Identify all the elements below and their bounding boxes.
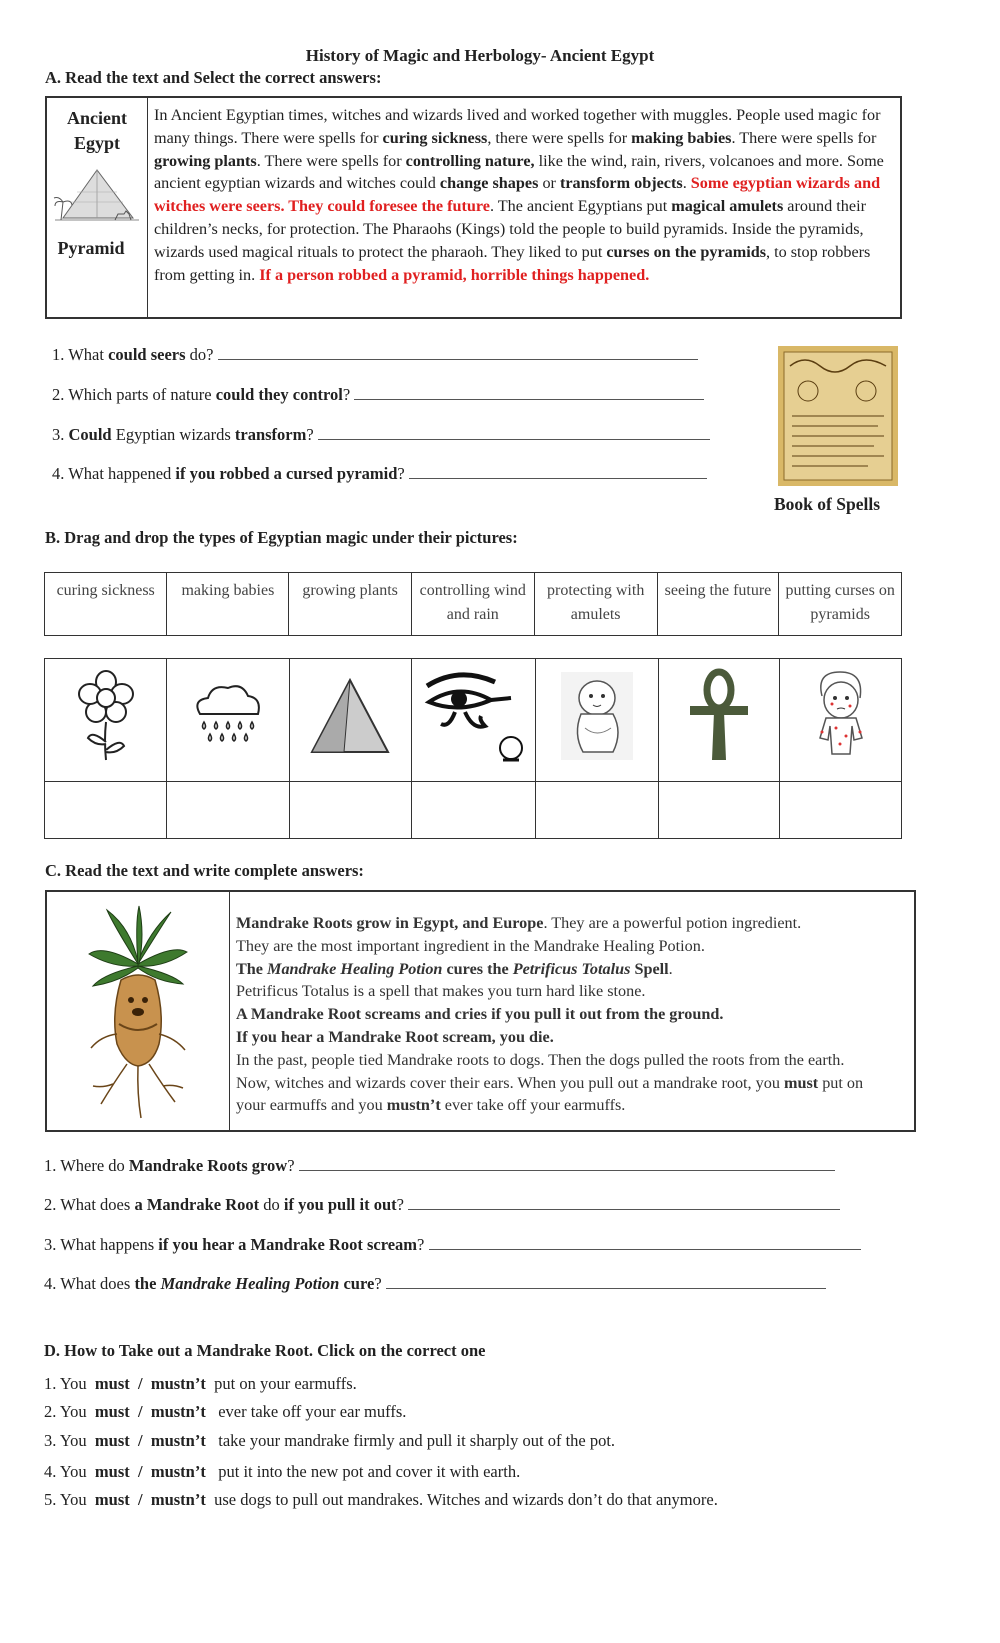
magic-pictures-table bbox=[44, 658, 902, 839]
question-c2: 2. What does a Mandrake Root do if you pull it out? bbox=[44, 1195, 840, 1215]
mustnt-option[interactable]: mustn’t bbox=[150, 1431, 206, 1450]
question-a1: 1. What could seers do? bbox=[52, 345, 698, 365]
drop-zone-3[interactable] bbox=[289, 782, 412, 839]
drag-label-seeing-future[interactable]: seeing the future bbox=[657, 573, 779, 636]
mustnt-option[interactable]: mustn’t bbox=[150, 1402, 206, 1421]
answer-field-c3[interactable] bbox=[429, 1235, 861, 1250]
picture-cell-2 bbox=[167, 659, 289, 782]
drag-label-making-babies[interactable]: making babies bbox=[167, 573, 289, 636]
flower-icon bbox=[66, 668, 146, 764]
drop-zone-2[interactable] bbox=[167, 782, 289, 839]
section-a-paragraph: In Ancient Egyptian times, witches and wizards lived and worked together with muggles. People used magic for many things. There were spells for curing sickness, there were spells for making babies. There were spells for growing plants. There were spells for controlling nature, like the wind, rain, rivers, volcanoes and more. Some ancient egyptian wizards and witches could change shapes or transform objects. Some egyptian wizards and witches were seers. They could foresee the future. The ancient Egyptians put magical amulets around their children’s necks, for protection. The Pharaohs (Kings) told the people to build pyramids. Inside the pyramids, wizards used magical rituals to protect the pharaoh. They liked to put curses on the pyramids, to stop robbers from getting in. If a person robbed a pyramid, horrible things happened. bbox=[154, 106, 884, 284]
mustnt-option[interactable]: mustn’t bbox=[150, 1374, 206, 1393]
drag-label-growing-plants[interactable]: growing plants bbox=[289, 573, 411, 636]
mustnt-option[interactable]: mustn’t bbox=[150, 1490, 206, 1509]
ankh-icon bbox=[684, 668, 754, 764]
book-of-spells-image bbox=[778, 346, 898, 486]
picture-cell-3 bbox=[289, 659, 412, 782]
answer-field-c1[interactable] bbox=[299, 1156, 835, 1171]
picture-cell-6 bbox=[658, 659, 780, 782]
mustnt-option[interactable]: mustn’t bbox=[150, 1462, 206, 1481]
drop-zone-7[interactable] bbox=[780, 782, 902, 839]
answer-field-c4[interactable] bbox=[386, 1274, 826, 1289]
choice-d4: 4. You must / mustn’t put it into the new pot and cover it with earth. bbox=[44, 1462, 521, 1481]
spellbook-page-icon bbox=[778, 346, 898, 486]
picture-cell-1 bbox=[45, 659, 167, 782]
side-label-egypt: Egypt bbox=[73, 133, 120, 153]
side-label-ancient: Ancient bbox=[67, 108, 127, 128]
question-a2: 2. Which parts of nature could they control? bbox=[52, 385, 704, 405]
must-option[interactable]: must bbox=[94, 1431, 130, 1450]
must-option[interactable]: must bbox=[94, 1374, 130, 1393]
drag-label-protecting-amulets[interactable]: protecting with amulets bbox=[534, 573, 657, 636]
must-option[interactable]: must bbox=[94, 1490, 130, 1509]
mandrake-root-icon bbox=[83, 904, 193, 1122]
page-title: History of Magic and Herbology- Ancient Egypt bbox=[305, 46, 655, 65]
answer-field-a1[interactable] bbox=[218, 345, 698, 360]
choice-d5: 5. You must / mustn’t use dogs to pull out mandrakes. Witches and wizards don’t do that anymore. bbox=[44, 1490, 718, 1509]
section-c-heading: C. Read the text and write complete answers: bbox=[45, 861, 364, 880]
picture-cell-5 bbox=[536, 659, 658, 782]
magic-labels-table bbox=[44, 572, 902, 636]
picture-cell-7 bbox=[780, 659, 902, 782]
pyramid-icon bbox=[308, 676, 392, 756]
drag-label-putting-curses[interactable]: putting curses on pyramids bbox=[779, 573, 902, 636]
book-caption: Book of Spells bbox=[774, 494, 880, 514]
choice-d3: 3. You must / mustn’t take your mandrake firmly and pull it sharply out of the pot. bbox=[44, 1431, 616, 1450]
pyramid-illustration-icon bbox=[53, 162, 141, 232]
drop-zone-6[interactable] bbox=[658, 782, 780, 839]
drop-zone-5[interactable] bbox=[536, 782, 658, 839]
section-a-heading: A. Read the text and Select the correct answers: bbox=[45, 68, 382, 87]
section-a-text-box bbox=[45, 96, 902, 319]
rain-cloud-icon bbox=[188, 680, 268, 752]
egypt-side-panel bbox=[47, 98, 148, 317]
mandrake-image-panel bbox=[47, 892, 230, 1130]
question-a4: 4. What happened if you robbed a cursed pyramid? bbox=[52, 464, 707, 484]
drag-label-controlling-wind[interactable]: controlling wind and rain bbox=[411, 573, 534, 636]
section-d-heading: D. How to Take out a Mandrake Root. Click on the correct one bbox=[44, 1341, 486, 1360]
question-c3: 3. What happens if you hear a Mandrake Root scream? bbox=[44, 1235, 861, 1255]
answer-field-a2[interactable] bbox=[354, 385, 704, 400]
section-c-text-box bbox=[45, 890, 916, 1132]
side-label-pyramid: Pyramid bbox=[57, 238, 125, 258]
section-c-paragraph: Mandrake Roots grow in Egypt, and Europe. They are a powerful potion ingredient. They are the most important ingredient in the Mandrake Healing Potion. The Mandrake Healing Potion cures the Petrificus Totalus Spell. Petrificus Totalus is a spell that makes you turn hard like stone. A Mandrake Root screams and cries if you pull it out from the ground. If you hear a Mandrake Root scream, you die. In the past, people tied Mandrake roots to dogs. Then the dogs pulled the roots from the earth. Now, witches and wizards cover their ears. When you pull out a mandrake root, you must put on your earmuffs and you mustn’t ever take off your earmuffs. bbox=[236, 914, 864, 1115]
answer-field-a3[interactable] bbox=[318, 425, 710, 440]
baby-icon bbox=[559, 670, 635, 762]
section-b-heading: B. Drag and drop the types of Egyptian magic under their pictures: bbox=[45, 528, 518, 547]
drag-label-curing-sickness[interactable]: curing sickness bbox=[45, 573, 167, 636]
drop-zone-1[interactable] bbox=[45, 782, 167, 839]
sick-child-icon bbox=[806, 666, 876, 766]
answer-field-a4[interactable] bbox=[409, 464, 707, 479]
must-option[interactable]: must bbox=[94, 1462, 130, 1481]
choice-d2: 2. You must / mustn’t ever take off your ear muffs. bbox=[44, 1402, 407, 1421]
choice-d1: 1. You must / mustn’t put on your earmuffs. bbox=[44, 1374, 357, 1393]
eye-of-horus-icon bbox=[419, 668, 529, 764]
drop-zone-4[interactable] bbox=[412, 782, 536, 839]
answer-field-c2[interactable] bbox=[408, 1195, 840, 1210]
question-c4: 4. What does the Mandrake Healing Potion cure? bbox=[44, 1274, 826, 1294]
must-option[interactable]: must bbox=[94, 1402, 130, 1421]
question-a3: 3. Could Egyptian wizards transform? bbox=[52, 425, 710, 445]
question-c1: 1. Where do Mandrake Roots grow? bbox=[44, 1156, 835, 1176]
picture-cell-4 bbox=[412, 659, 536, 782]
